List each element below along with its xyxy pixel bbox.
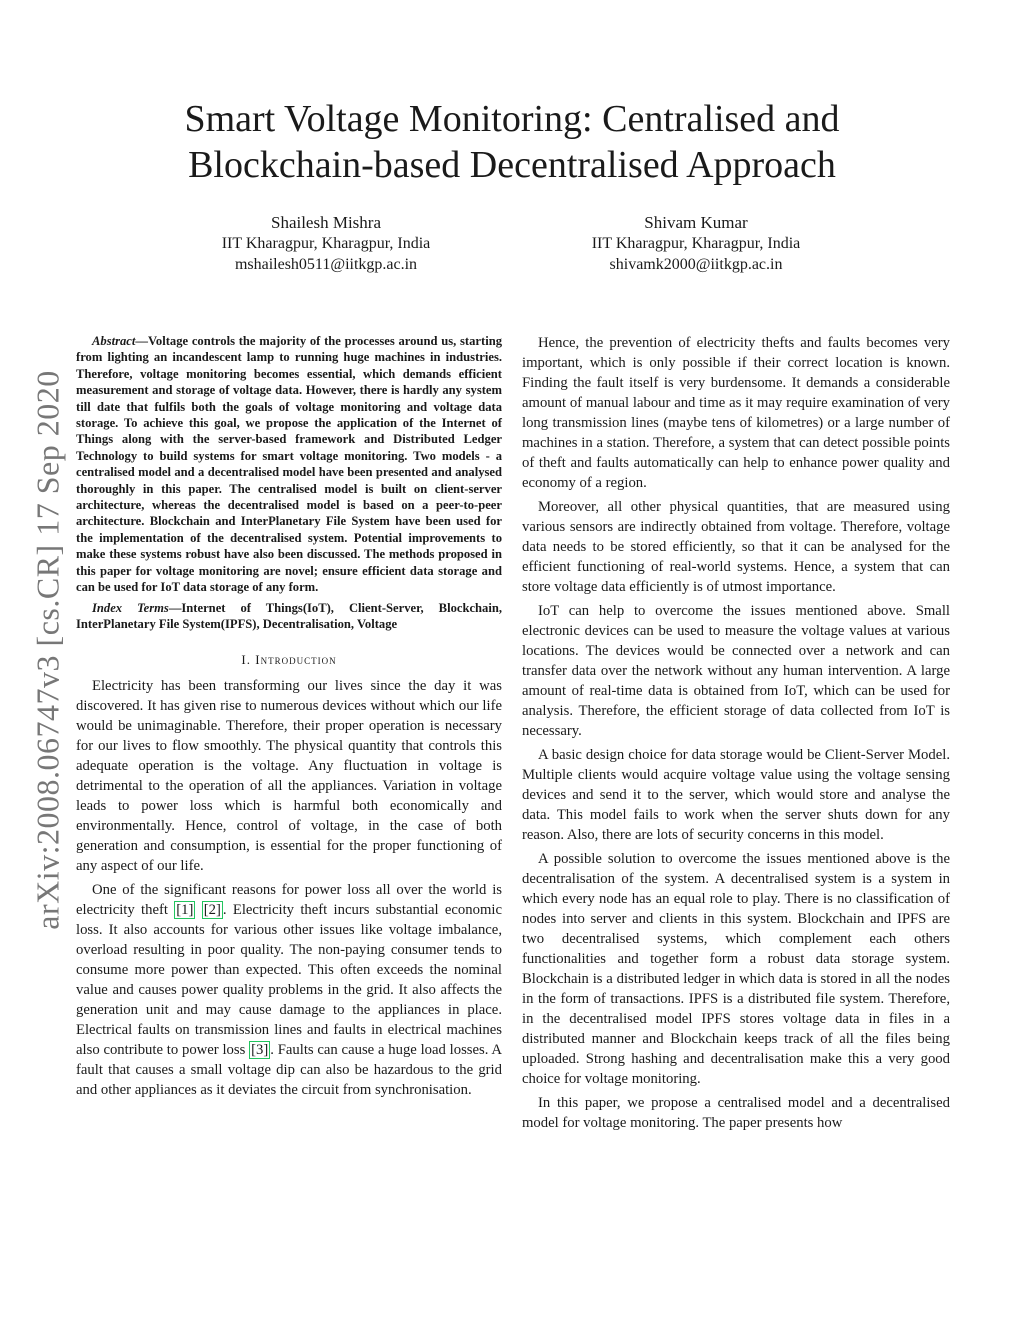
author-block-2 — [496, 212, 896, 275]
right-paragraph-3: IoT can help to overcome the issues mentioned above. Small electronic devices can be used to measure the voltage values at various locations. The devices would be connected over a network and can transfer data over the network without any human intervention. A large amount of real-time data is obtained from IoT, which can be used for analysis. Therefore, the efficient storage of data collected from IoT is necessary. — [522, 603, 950, 739]
intro-paragraph-1: Electricity has been transforming our lives since the day it was discovered. It has given rise to numerous devices without which our life would be unimaginable. Therefore, their proper operation is necessary for our lives to flow smoothly. The physical quantity that controls this adequate operation is the voltage. Any fluctuation in voltage is detrimental to the operation of all the appliances. Variation in voltage leads to power loss which is harmful both economically and environmentally. Hence, control of voltage, in the case of both generation and consumption, is essential for the proper functioning of any aspect of our life. — [76, 678, 502, 875]
author-affiliation: IIT Kharagpur, Kharagpur, India — [221, 235, 431, 252]
paper-title — [0, 96, 1024, 188]
citation-link-3[interactable]: [3] — [251, 1042, 269, 1059]
author-affiliation: IIT Kharagpur, Kharagpur, India — [591, 235, 801, 252]
index-terms — [76, 600, 502, 633]
intro-p2-part-a: One of the significant reasons for power loss all over the world is electricity theft — [76, 882, 502, 919]
left-column — [76, 333, 502, 1104]
index-terms-text: —Internet of Things(IoT), Client-Server, Blockchain, InterPlanetary File System(IPFS), Decentralisation, Voltage — [76, 600, 502, 631]
author-name: Shivam Kumar — [644, 213, 748, 232]
right-paragraph-4: A basic design choice for data storage would be Client-Server Model. Multiple clients would acquire voltage value using the voltage sensing devices and send it to the server, which would store and analyse the data. This model fails to work when the server shuts down for any reason. Also, there are lots of security concerns in this model. — [522, 747, 950, 843]
citation-link-2[interactable]: [2] — [203, 902, 221, 919]
intro-p2-part-c: . Faults can cause a huge load losses. A fault that causes a small voltage dip can also be hazardous to the grid and other appliances as it deviates the circuit from synchronisation. — [76, 1042, 502, 1099]
section-heading: I. Introduction — [241, 652, 337, 668]
citation-link-1[interactable]: [1] — [176, 902, 194, 919]
intro-p2-part-b: . Electricity theft incurs substantial economic loss. It also accounts for various other issues like voltage imbalance, overload resulting in poor quality. The non-paying consumer tends to consume more power than expected. This often exceeds the nominal value and causes power quality problems in the grid. It also affects the generation unit and may cause damage to the appliances in place. Electrical faults on transmission lines and faults in electrical machines also contribute to power loss — [76, 902, 502, 1059]
right-paragraph-6: In this paper, we propose a centralised model and a decentralised model for voltage monitoring. The paper presents how — [522, 1095, 950, 1131]
author-block-1 — [126, 212, 526, 275]
right-column — [522, 333, 950, 1137]
arxiv-identifier: arXiv:2008.06747v3 [cs.CR] 17 Sep 2020 — [29, 370, 66, 930]
author-name: Shailesh Mishra — [270, 213, 382, 232]
index-terms-lead: Index Terms — [92, 600, 169, 615]
right-paragraph-1: Hence, the prevention of electricity thefts and faults becomes very important, which is only possible if their correct location is known. Finding the fault itself is very burdensome. It demands a considerable amount of manual labour and time as it may require examination of very long transmission lines (maybe tens of kilometres) or a large number of machines in a station. Therefore, a system that can detect possible points of theft and faults automatically can help to enhance power quality and economy of a region. — [522, 335, 950, 491]
abstract — [76, 333, 502, 596]
intro-paragraph-2 — [76, 880, 502, 1100]
right-paragraph-5: A possible solution to overcome the issues mentioned above is the decentralisation of the system. A decentralised system is a system in which every node has an equal role to play. There is no classification of nodes into server and clients in this system. Blockchain and IPFS are two decentralised systems, which complement each others functionalities and together form a robust data storage system. Blockchain is a distributed ledger in which data is stored in all the nodes in the form of transactions. IPFS is a distributed file system. Therefore, in the decentralised model IPFS stores voltage data in files in a distributed manner and Blockchain keeps track of all the files being uploaded. Strong hashing and decentralisation make this a very good choice for voltage monitoring. — [522, 851, 950, 1087]
title-line-2: Blockchain-based Decentralised Approach — [188, 144, 836, 186]
abstract-lead: Abstract — [92, 334, 136, 348]
right-paragraph-2: Moreover, all other physical quantities, that are measured using various sensors are indirectly obtained from voltage. Therefore, voltage data needs to be stored efficiently, so that it can be analysed for the efficient functioning of real-world systems. Hence, a system that can store voltage data efficiently is of utmost importance. — [522, 499, 950, 595]
abstract-text: —Voltage controls the majority of the processes around us, starting from lighting an incandescent lamp to running huge machines in industries. Therefore, voltage monitoring becomes essential, which demands efficient measurement and storage of voltage data. However, there is hardly any system till date that fulfils both the goals of voltage monitoring and voltage data storage. To achieve this goal, we propose the application of the Internet of Things along with the server-based framework and Distributed Ledger Technology to build systems for smart voltage monitoring. Two models - a centralised model and a decentralised model have been presented and analysed thoroughly in this paper. The centralised model is built on client-server architecture, whereas the decentralised model is based on a peer-to-peer architecture. Blockchain and InterPlanetary File System have been used for the implementation of the decentralised system. Potential improvements to make these systems robust have also been discussed. The methods proposed in this paper for voltage monitoring are novel; ensure efficient data storage and can be used for IoT data storage of any form. — [76, 334, 502, 595]
author-email: shivamk2000@iitkgp.ac.in — [609, 256, 783, 273]
author-email: mshailesh0511@iitkgp.ac.in — [234, 256, 418, 273]
title-line-1: Smart Voltage Monitoring: Centralised and — [184, 98, 840, 140]
